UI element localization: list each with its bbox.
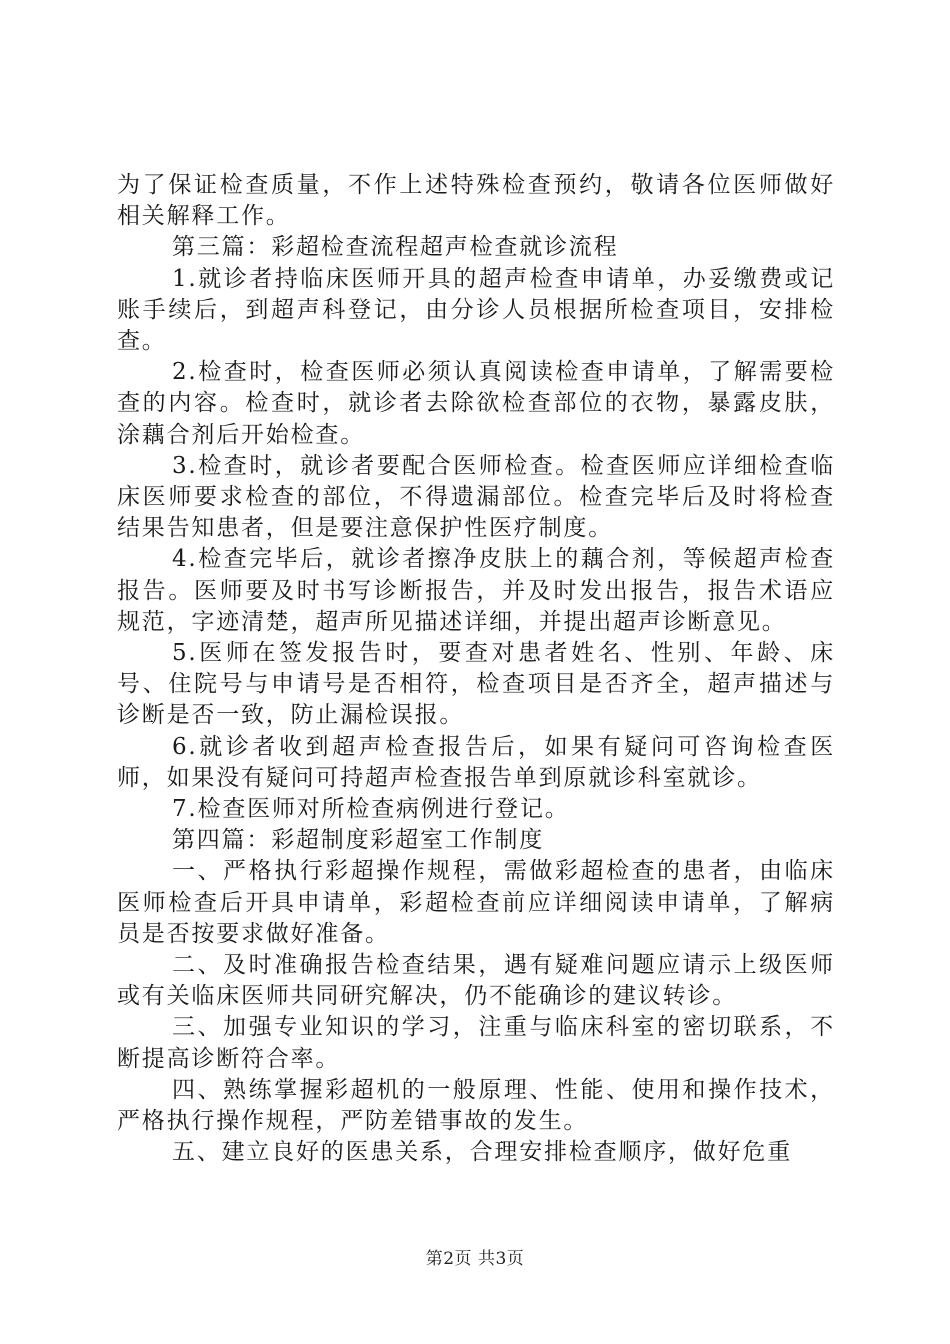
paragraph: 五、建立良好的医患关系，合理安排检查顺序，做好危重: [172, 1139, 792, 1166]
page-number-footer: 第2页 共3页: [425, 1249, 525, 1269]
paragraph: 1.就诊者持临床医师开具的超声检查申请单，办妥缴费或记账手续后，到超声科登记，由分诊人员根据所检查项目，安排检查。: [117, 265, 835, 355]
paragraph: 2.检查时，检查医师必须认真阅读检查申请单，了解需要检查的内容。检查时，就诊者去除欲检查部位的衣物，暴露皮肤，涂藕合剂后开始检查。: [117, 359, 835, 448]
paragraph: 5.医师在签发报告时，要查对患者姓名、性别、年龄、床号、住院号与申请号是否相符，检查项目是否齐全，超声描述与诊断是否一致，防止漏检误报。: [117, 640, 835, 729]
paragraph: 四、熟练掌握彩超机的一般原理、性能、使用和操作技术，严格执行操作规程，严防差错事故的发生。: [117, 1076, 835, 1135]
paragraph: 6.就诊者收到超声检查报告后，如果有疑问可咨询检查医师，如果没有疑问可持超声检查报告单到原就诊科室就诊。: [117, 733, 835, 791]
paragraph: 三、加强专业知识的学习，注重与临床科室的密切联系，不断提高诊断符合率。: [117, 1014, 835, 1072]
paragraph: 二、及时准确报告检查结果，遇有疑难问题应请示上级医师或有关临床医师共同研究解决，仍不能确诊的建议转诊。: [117, 952, 835, 1010]
paragraph: 4.检查完毕后，就诊者擦净皮肤上的藕合剂，等候超声检查报告。医师要及时书写诊断报告，并及时发出报告，报告术语应规范，字迹清楚，超声所见描述详细，并提出超声诊断意见。: [117, 546, 835, 635]
paragraph: 为了保证检查质量，不作上述特殊检查预约，敬请各位医师做好相关解释工作。: [117, 172, 835, 230]
paragraph: 一、严格执行彩超操作规程，需做彩超检查的患者，由临床医师检查后开具申请单，彩超检查前应详细阅读申请单，了解病员是否按要求做好准备。: [117, 858, 835, 947]
section-heading: 第三篇：彩超检查流程超声检查就诊流程: [172, 234, 619, 261]
paragraph: 3.检查时，就诊者要配合医师检查。检查医师应详细检查临床医师要求检查的部位，不得遗漏部位。检查完毕后及时将检查结果告知患者，但是要注意保护性医疗制度。: [117, 452, 835, 542]
section-heading: 第四篇：彩超制度彩超室工作制度: [172, 827, 544, 854]
paragraph: 7.检查医师对所检查病例进行登记。: [172, 796, 570, 823]
document-body: [117, 170, 835, 1169]
